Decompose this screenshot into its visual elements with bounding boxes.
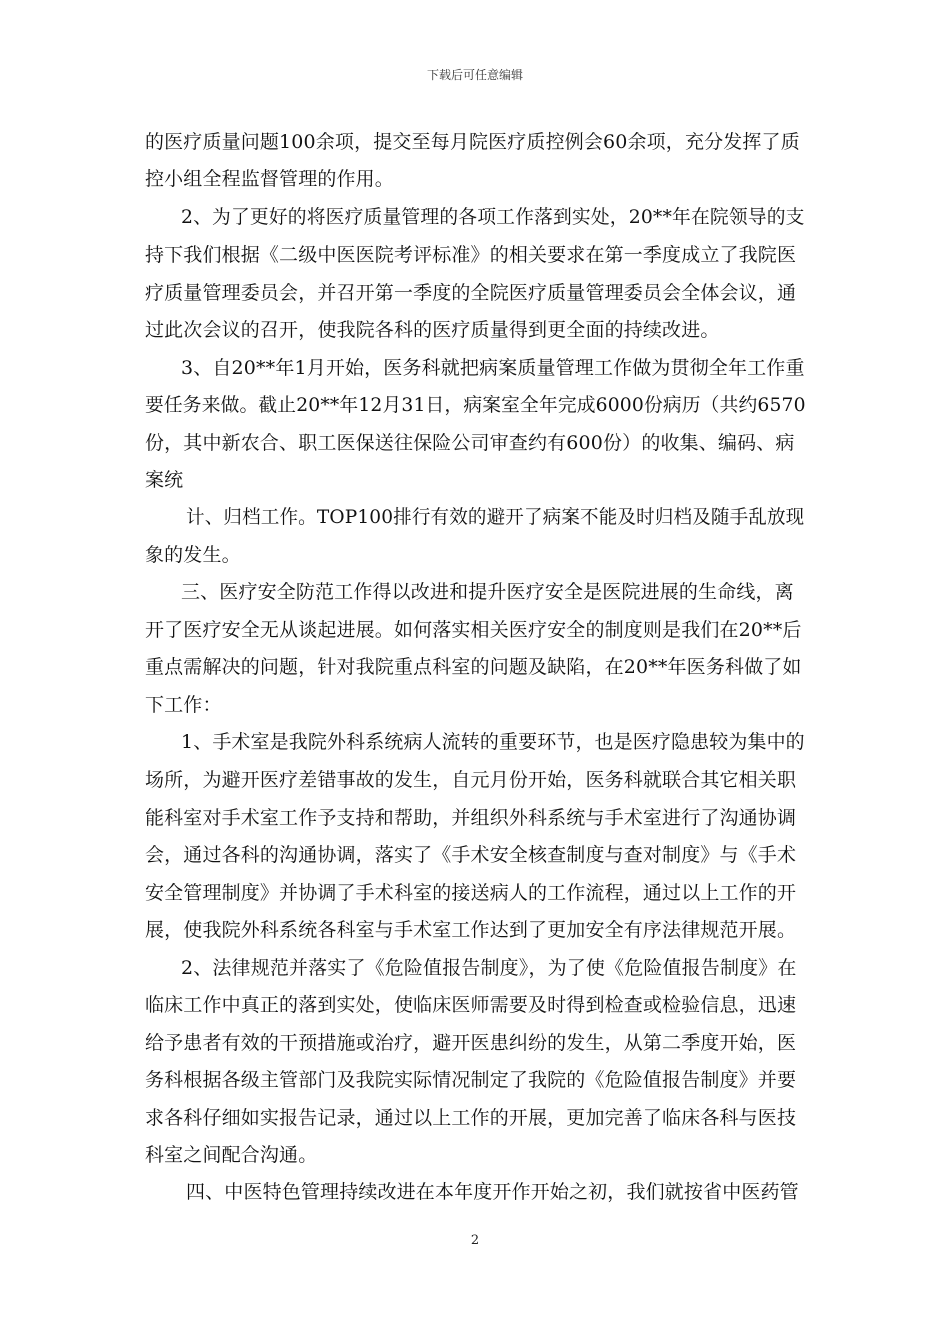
text-line: 1、手术室是我院外科系统病人流转的重要环节，也是医疗隐患较为集中的 xyxy=(181,731,805,753)
text-line: 3、自20**年1月开始，医务科就把病案质量管理工作做为贯彻全年工作重 xyxy=(181,357,805,379)
text-line: 要任务来做。截止20**年12月31日，病案室全年完成6000份病历（共约6570 xyxy=(145,394,806,416)
text-line: 重点需解决的问题，针对我院重点科室的问题及缺陷，在20**年医务科做了如 xyxy=(145,656,802,678)
page-header: 下载后可任意编辑 xyxy=(426,68,523,82)
text-line: 过此次会议的召开，使我院各科的医疗质量得到更全面的持续改进。 xyxy=(145,319,720,341)
text-line: 求各科仔细如实报告记录，通过以上工作的开展，更加完善了临床各科与医技 xyxy=(145,1107,797,1129)
text-line: 临床工作中真正的落到实处，使临床医师需要及时得到检查或检验信息，迅速 xyxy=(145,994,797,1016)
text-line: 科室之间配合沟通。 xyxy=(145,1144,318,1166)
text-line: 控小组全程监督管理的作用。 xyxy=(145,168,394,190)
text-line: 三、医疗安全防范工作得以改进和提升医疗安全是医院进展的生命线，离 xyxy=(181,581,794,603)
text-line: 2、为了更好的将医疗质量管理的各项工作落到实处，20**年在院领导的支 xyxy=(181,206,805,228)
text-line: 份，其中新农合、职工医保送往保险公司审查约有600份）的收集、编码、病 xyxy=(145,432,795,454)
text-line: 给予患者有效的干预措施或治疗，避开医患纠纷的发生，从第二季度开始，医 xyxy=(145,1032,797,1054)
text-line: 会，通过各科的沟通协调，落实了《手术安全核查制度与查对制度》与《手术 xyxy=(145,844,797,866)
text-line: 计、归档工作。TOP100排行有效的避开了病案不能及时归档及随手乱放现 xyxy=(186,506,805,528)
text-line: 场所，为避开医疗差错事故的发生，自元月份开始，医务科就联合其它相关职 xyxy=(145,769,797,791)
text-line: 案统 xyxy=(145,469,184,491)
text-line: 的医疗质量问题100余项，提交至每月院医疗质控例会60余项，充分发挥了质 xyxy=(145,131,800,153)
text-line: 四、中医特色管理持续改进在本年度开作开始之初，我们就按省中医药管 xyxy=(186,1181,799,1203)
text-line: 开了医疗安全无从谈起进展。如何落实相关医疗安全的制度则是我们在20**后 xyxy=(145,619,802,641)
page-number: 2 xyxy=(470,1233,480,1248)
text-line: 展，使我院外科系统各科室与手术室工作达到了更加安全有序法律规范开展。 xyxy=(145,919,797,941)
text-line: 象的发生。 xyxy=(145,544,241,566)
text-line: 安全管理制度》并协调了手术科室的接送病人的工作流程，通过以上工作的开 xyxy=(145,882,797,904)
text-line: 疗质量管理委员会，并召开第一季度的全院医疗质量管理委员会全体会议，通 xyxy=(145,282,797,304)
text-line: 2、法律规范并落实了《危险值报告制度》，为了使《危险值报告制度》在 xyxy=(181,957,797,979)
text-line: 下工作： xyxy=(145,694,222,716)
text-line: 务科根据各级主管部门及我院实际情况制定了我院的《危险值报告制度》并要 xyxy=(145,1069,797,1091)
text-line: 持下我们根据《二级中医医院考评标准》的相关要求在第一季度成立了我院医 xyxy=(145,244,797,266)
text-line: 能科室对手术室工作予支持和帮助，并组织外科系统与手术室进行了沟通协调 xyxy=(145,807,797,829)
